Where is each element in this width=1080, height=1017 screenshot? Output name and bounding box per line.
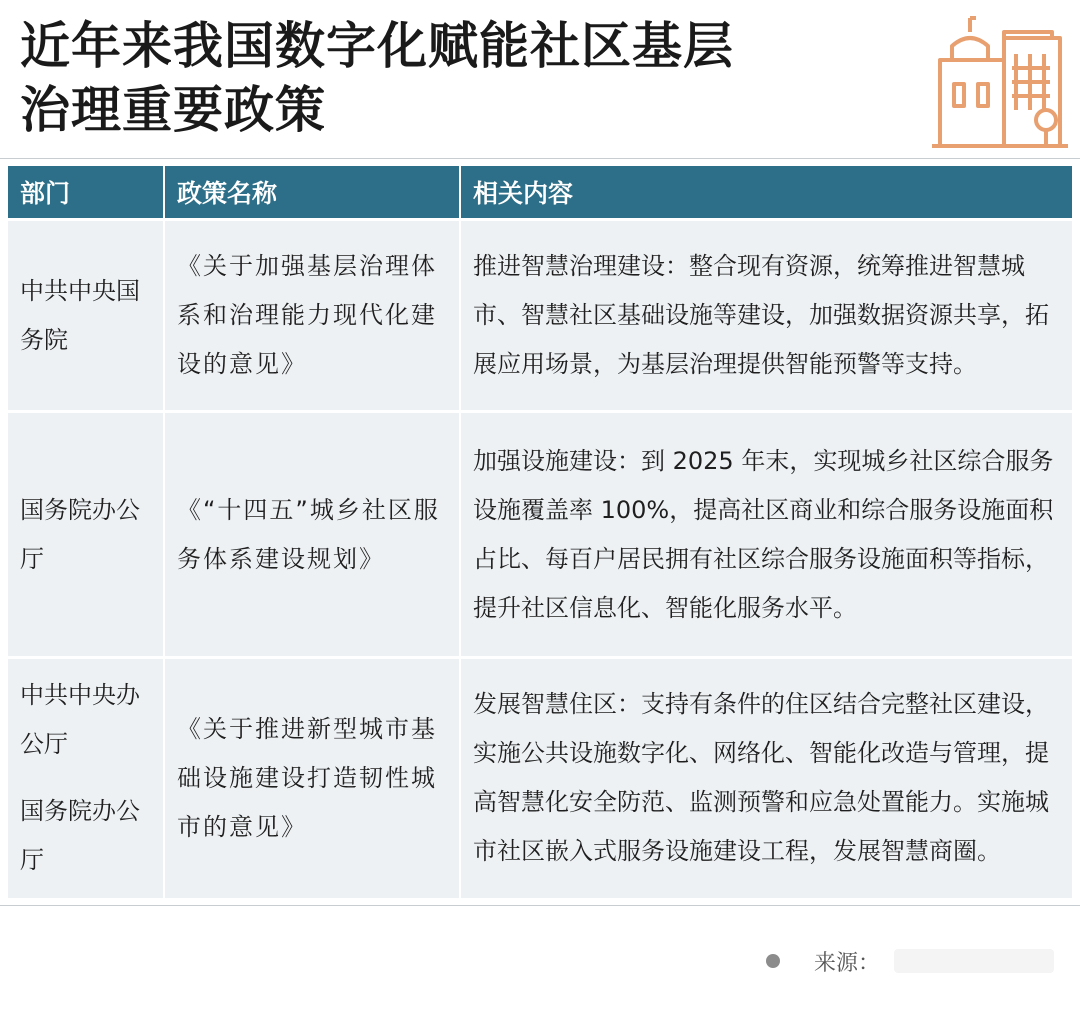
table-header-row [8, 166, 1072, 220]
table-row [8, 220, 1072, 412]
policy-name-cell: 《“十四五”城乡社区服务体系建设规划》 [164, 412, 460, 658]
header-policy-name: 政策名称 [164, 166, 460, 220]
source-note [766, 945, 1054, 977]
bullet-dot-icon [766, 954, 780, 968]
department-name: 中共中央办公厅 [20, 681, 140, 759]
department-cell [8, 658, 164, 898]
header-content: 相关内容 [460, 166, 1072, 220]
bottom-divider [0, 905, 1080, 906]
policy-table [8, 166, 1072, 898]
policy-name-cell: 《关于加强基层治理体系和治理能力现代化建设的意见》 [164, 220, 460, 412]
department-name: 国务院办公厅 [20, 797, 140, 875]
source-redacted [894, 949, 1054, 973]
department-name: 国务院办公厅 [20, 495, 140, 573]
city-buildings-icon [930, 10, 1070, 150]
policy-content-cell: 加强设施建设：到 2025 年末，实现城乡社区综合服务设施覆盖率 100%，提高社区商业和综合服务设施面积占比、每百户居民拥有社区综合服务设施面积等指标，提升社区信息化、智能化服务水平。 [460, 412, 1072, 658]
table-row [8, 658, 1072, 898]
title-line-1: 近年来我国数字化赋能社区基层 [20, 17, 734, 75]
page-title [20, 14, 900, 142]
source-label: 来源： [814, 950, 881, 976]
department-cell [8, 220, 164, 412]
title-line-2: 治理重要政策 [20, 81, 326, 139]
department-cell [8, 412, 164, 658]
header-department: 部门 [8, 166, 164, 220]
top-divider [0, 158, 1080, 159]
table-row [8, 412, 1072, 658]
policy-name-cell: 《关于推进新型城市基础设施建设打造韧性城市的意见》 [164, 658, 460, 898]
department-name: 中共中央国务院 [20, 276, 140, 354]
policy-content-cell: 推进智慧治理建设：整合现有资源，统筹推进智慧城市、智慧社区基础设施等建设，加强数据资源共享，拓展应用场景，为基层治理提供智能预警等支持。 [460, 220, 1072, 412]
policy-content-cell: 发展智慧住区：支持有条件的住区结合完整社区建设，实施公共设施数字化、网络化、智能化改造与管理，提高智慧化安全防范、监测预警和应急处置能力。实施城市社区嵌入式服务设施建设工程，发展智慧商圈。 [460, 658, 1072, 898]
